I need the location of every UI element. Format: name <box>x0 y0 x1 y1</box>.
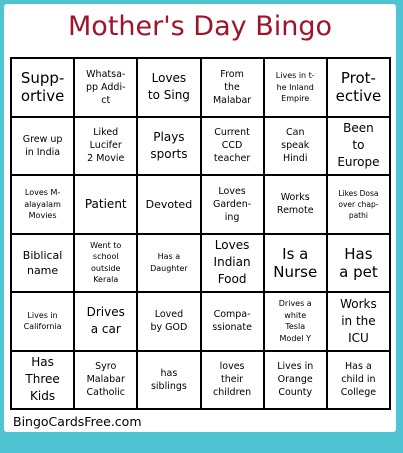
bingo-cell-text: From the Malabar <box>212 68 252 106</box>
bingo-cell-text: Has a pet <box>339 244 378 281</box>
bingo-cell-text: Can speak Hindi <box>281 127 310 165</box>
bingo-cell-text: Grew up in India <box>22 133 63 158</box>
bingo-cell-r3-c1[interactable] <box>11 175 74 234</box>
bingo-cell-r6-c1[interactable] <box>11 351 74 410</box>
bingo-cell-r2-c6[interactable] <box>327 117 390 176</box>
bingo-cell-r3-c3[interactable] <box>137 175 200 234</box>
footer-site-name: BingoCardsFree.com <box>13 414 142 429</box>
bingo-cell-text: Compa- ssionate <box>212 309 252 334</box>
bingo-cell-text: Likes Dosa over chap- pathi <box>338 188 379 220</box>
bingo-cell-r4-c1[interactable] <box>11 234 74 293</box>
bingo-cell-text: Has a child in College <box>340 361 377 399</box>
bingo-cell-text: loves their children <box>213 361 252 399</box>
bingo-card <box>4 4 396 432</box>
bingo-cell-r1-c2[interactable] <box>74 58 137 117</box>
bingo-cell-r5-c6[interactable] <box>327 292 390 351</box>
bingo-cell-r6-c2[interactable] <box>74 351 137 410</box>
bingo-cell-text: Been to Europe <box>337 121 380 170</box>
bingo-cell-text: Patient <box>84 196 127 211</box>
bingo-cell-text: Lives in California <box>23 310 62 332</box>
bingo-cell-text: Loves to Sing <box>147 71 190 103</box>
card-title: Mother's Day Bingo <box>68 11 332 42</box>
bingo-cell-r6-c5[interactable] <box>264 351 327 410</box>
bingo-cell-r5-c2[interactable] <box>74 292 137 351</box>
bingo-cell-r5-c4[interactable] <box>201 292 264 351</box>
bingo-cell-text: Liked Lucifer 2 Movie <box>87 127 125 165</box>
bingo-cell-r1-c5[interactable] <box>264 58 327 117</box>
bingo-cell-r2-c4[interactable] <box>201 117 264 176</box>
bingo-cell-r4-c3[interactable] <box>137 234 200 293</box>
bingo-cell-r2-c5[interactable] <box>264 117 327 176</box>
bingo-cell-text: Loves Indian Food <box>213 238 251 287</box>
bingo-cell-r6-c6[interactable] <box>327 351 390 410</box>
bingo-cell-r2-c1[interactable] <box>11 117 74 176</box>
bingo-cell-r3-c4[interactable] <box>201 175 264 234</box>
bingo-cell-r6-c3[interactable] <box>137 351 200 410</box>
bingo-cell-r5-c3[interactable] <box>137 292 200 351</box>
bingo-cell-text: Drives a white Tesla Model Y <box>278 299 312 343</box>
bingo-cell-text: Lives in Orange County <box>277 361 314 399</box>
bingo-cell-r2-c3[interactable] <box>137 117 200 176</box>
bingo-cell-r4-c2[interactable] <box>74 234 137 293</box>
bingo-cell-text: Loved by GOD <box>150 309 188 334</box>
bingo-cell-text: Has Three Kids <box>25 355 60 404</box>
bingo-cell-r6-c4[interactable] <box>201 351 264 410</box>
bingo-cell-text: Drives a car <box>86 305 125 337</box>
bingo-cell-r1-c6[interactable] <box>327 58 390 117</box>
bingo-cell-r5-c5[interactable] <box>264 292 327 351</box>
bingo-cell-text: Biblical name <box>22 248 63 277</box>
bingo-grid <box>10 57 391 410</box>
bingo-cell-text: has siblings <box>150 367 187 392</box>
bingo-cell-text: Loves M- alayalam Movies <box>24 188 61 220</box>
bingo-cell-text: Is a Nurse <box>273 244 318 281</box>
bingo-cell-r3-c2[interactable] <box>74 175 137 234</box>
bingo-cell-text: Went to school outside Kerala <box>90 240 122 285</box>
bingo-cell-r4-c6[interactable] <box>327 234 390 293</box>
bingo-cell-r5-c1[interactable] <box>11 292 74 351</box>
bingo-cell-text: Syro Malabar Catholic <box>86 361 125 399</box>
bingo-cell-text: Devoted <box>145 197 193 211</box>
bingo-cell-text: Prot- ective <box>335 69 382 106</box>
bingo-cell-text: Works Remote <box>276 192 314 217</box>
bingo-cell-text: Whatsa- pp Addi- ct <box>85 68 126 106</box>
bingo-cell-text: Current CCD teacher <box>213 127 251 165</box>
bingo-cell-r1-c1[interactable] <box>11 58 74 117</box>
bingo-cell-r1-c3[interactable] <box>137 58 200 117</box>
bingo-cell-r3-c5[interactable] <box>264 175 327 234</box>
bingo-cell-r1-c4[interactable] <box>201 58 264 117</box>
bingo-cell-r3-c6[interactable] <box>327 175 390 234</box>
bingo-cell-text: Has a Daughter <box>150 252 188 273</box>
bingo-cell-r4-c5[interactable] <box>264 234 327 293</box>
bingo-cell-text: Lives in t- he Inland Empire <box>275 71 315 103</box>
bingo-cell-r4-c4[interactable] <box>201 234 264 293</box>
bingo-cell-text: Supp- ortive <box>20 69 65 106</box>
bingo-cell-r2-c2[interactable] <box>74 117 137 176</box>
bingo-cell-text: Plays sports <box>150 129 188 161</box>
bingo-cell-text: Loves Garden- ing <box>212 185 252 223</box>
bingo-cell-text: Works in the ICU <box>340 296 377 345</box>
